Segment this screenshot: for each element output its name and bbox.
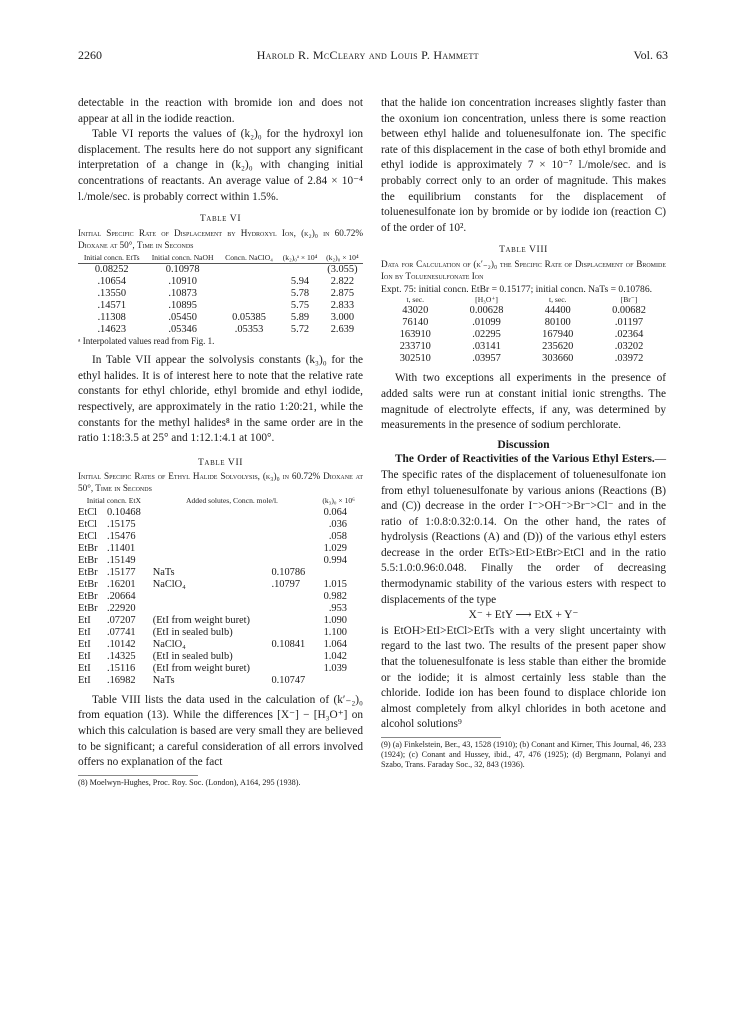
table-cell: .02364 — [614, 329, 644, 341]
column-header: [H₃O⁺] — [475, 294, 498, 304]
table-cell — [314, 567, 363, 579]
table-cell: .20664 — [107, 590, 136, 602]
table-cell — [268, 651, 314, 663]
table-row — [381, 329, 666, 341]
table-cell: 1.090 — [323, 614, 347, 626]
table-cell: 43020 — [402, 305, 429, 317]
table-cell: .10873 — [168, 288, 197, 300]
table-cell — [268, 519, 314, 531]
table-cell: 2.639 — [330, 324, 355, 336]
table-row — [78, 519, 363, 531]
paragraph — [381, 452, 666, 608]
table-vi — [78, 211, 363, 347]
table-cell: 1.064 — [323, 638, 347, 650]
equation: X⁻ + EtY ⟶ EtX + Y⁻ — [468, 609, 579, 622]
footnote-rule — [381, 737, 501, 738]
table-footnote: ᵃ Interpolated values read from Fig. 1. — [78, 336, 215, 347]
table-subtitle: Data for Calculation of (k′₋₂)₀ the Specific Rate of Displacement of Bromide Ion by Toluenesulfonate Ion — [381, 258, 666, 281]
table-cell: 0.08252 — [94, 264, 129, 276]
table-cell: 167940 — [542, 329, 574, 341]
table-cell: .14571 — [97, 300, 127, 312]
table-cell: .10797 — [271, 578, 301, 590]
column-header: Initial concn. NaOH — [151, 252, 214, 262]
footnote-rule — [78, 775, 198, 776]
running-title: Harold R. McCleary and Louis P. Hammett — [256, 48, 479, 62]
table-cell: 0.00628 — [469, 305, 504, 317]
volume-label: Vol. 63 — [633, 48, 668, 62]
table-cell: 0.994 — [323, 554, 347, 566]
table-cell — [150, 543, 269, 555]
table-cell: 235620 — [542, 341, 574, 353]
table-cell: 76140 — [402, 317, 429, 329]
table-cell — [150, 531, 269, 543]
table-cell: .07207 — [107, 614, 136, 626]
table-cell: (EtI from weight buret) — [152, 614, 250, 626]
table-cell — [268, 627, 314, 639]
table-cell: .05450 — [168, 312, 197, 324]
table-cell: .07741 — [107, 626, 136, 638]
table-cell: 0.10747 — [271, 674, 306, 686]
table-cell — [268, 543, 314, 555]
table-cell: 5.78 — [290, 288, 310, 300]
table-cell — [220, 264, 278, 277]
paragraph: With two exceptions all experiments in the presence of added salts were run at constant initial ionic strengths. The magnitude of electrolyte effects, if any, was determined by measurements in the presence of sodium perchlorate. — [381, 372, 666, 432]
table-cell — [268, 555, 314, 567]
table-cell: .01197 — [614, 317, 644, 329]
table-cell — [268, 615, 314, 627]
paragraph: detectable in the reaction with bromide ion and does not appear at all in the iodide reaction. — [78, 97, 363, 125]
paragraph: that the halide ion concentration increases slightly faster than the oxonium ion concentration, unless there is some reaction between ethyl halide and toluenesulfonate ion. The specific rate of this displacement in the case of both ethyl bromide and ethyl iodide is approximately 7 × 10⁻⁷ l./mole/sec. and is probably correct only to an order of magnitude. This makes the equilibrium constants for the displacement of toluenesulfonate ion by bromide or by iodide ion (reaction C) of the order of 10². — [381, 97, 666, 234]
table-cell: EtCl — [78, 530, 98, 542]
table-cell — [150, 591, 269, 603]
table-cell: 5.75 — [290, 300, 310, 312]
table-cell: .14623 — [97, 324, 127, 336]
column-header: [Br⁻] — [620, 294, 638, 304]
table-row — [78, 543, 363, 555]
table-cell: .15175 — [107, 518, 136, 530]
column-header: (k₂)₀ᵃ × 10⁴ — [282, 252, 318, 262]
column-header: t, sec. — [549, 294, 567, 304]
table-cell: .15149 — [107, 554, 136, 566]
paragraph-text: —The specific rates of the displacement of toluenesulfonate ion from ethyl toluenesulfonate by various anions (Reactions (B) and (C)) decrease in the order I⁻>OH⁻>Br⁻>Cl⁻ and in the ratio of 1:0.8:0.32:0.14. On the other hand, the rates of hydrolysis (Reactions (A) and (D)) of the various ethyl esters decrease in the order EtTs>EtI>EtBr>EtCl and in the ratio 5.5:1.0:0.96:0.048. Finally the order of decreasing thermodynamic stability of the various esters with respect to displacements of the type — [381, 453, 666, 606]
table-row — [78, 312, 363, 324]
table-row — [381, 305, 666, 317]
table-row — [381, 353, 666, 365]
table-cell: .02295 — [472, 329, 501, 341]
column-header: Concn. NaClO₄ — [225, 252, 273, 262]
table-cell: .16201 — [107, 578, 136, 590]
table-cell: .11308 — [97, 312, 126, 324]
table-row — [78, 675, 363, 687]
table-cell — [220, 300, 278, 312]
table-cell: 2.833 — [330, 300, 355, 312]
table-cell: NaTs — [152, 566, 175, 578]
table-caption: Table VI — [199, 213, 242, 225]
column-header: t, sec. — [406, 294, 425, 304]
paragraph: is EtOH>EtI>EtCl>EtTs with a very slight uncertainty with regard to the last two. The results of the present paper show that the toluenesulfonate is less stable than either the bromide or the iodide; it is almost certainly less stable than the chloride. Iodide ion has been found to displace chloride ion almost completely from alkyl chlorides in both acetone and alcohol solutions⁹ — [381, 624, 666, 731]
table-cell: 0.982 — [323, 590, 347, 602]
table-cell: 0.00682 — [612, 305, 646, 317]
table-row — [78, 276, 363, 288]
table-row — [78, 507, 363, 519]
table-cell: .03957 — [472, 353, 501, 365]
table-cell — [314, 675, 363, 687]
table-cell: .11401 — [107, 542, 136, 554]
table-row — [78, 651, 363, 663]
table-cell: 80100 — [544, 317, 571, 329]
table-cell: 1.015 — [323, 578, 347, 590]
table-vi-grid — [78, 253, 363, 336]
table-cell: 303660 — [542, 353, 574, 365]
table-cell: .036 — [328, 518, 347, 530]
table-cell: NaClO₄ — [152, 638, 186, 650]
table-cell — [220, 288, 278, 300]
table-cell: 1.029 — [323, 542, 347, 554]
page-header — [78, 48, 668, 63]
table-cell: .058 — [328, 530, 347, 542]
table-cell: .05353 — [234, 324, 264, 336]
table-cell: 2.822 — [330, 276, 355, 288]
table-cell: .10895 — [168, 300, 197, 312]
table-cell: EtI — [78, 614, 91, 626]
table-cell: .01099 — [472, 317, 501, 329]
table-cell — [150, 507, 269, 519]
table-row — [78, 567, 363, 579]
table-cell — [268, 591, 314, 603]
table-cell: .10910 — [168, 276, 197, 288]
table-cell: EtBr — [78, 542, 98, 554]
table-cell: .14325 — [107, 650, 136, 662]
table-row — [78, 627, 363, 639]
table-cell: 44400 — [544, 305, 571, 317]
table-row — [78, 288, 363, 300]
column-header: (k₃)₀ × 10⁶ — [322, 496, 355, 506]
table-cell: .03141 — [472, 341, 501, 353]
table-cell: NaTs — [152, 674, 175, 686]
table-subtitle: Initial Specific Rate of Displacement by Hydroxyl Ion, (k₂)₀ in 60.72% Dioxane at 50°, Time in Seconds — [78, 227, 363, 250]
table-cell — [268, 603, 314, 615]
table-cell: .05346 — [168, 324, 197, 336]
table-cell — [150, 519, 269, 531]
table-row — [78, 555, 363, 567]
table-cell: 5.72 — [290, 324, 310, 336]
table-cell: .15177 — [107, 566, 136, 578]
table-cell — [268, 507, 314, 519]
table-caption: Table VII — [197, 456, 244, 468]
table-cell: .13550 — [97, 288, 127, 300]
table-cell: .10654 — [97, 276, 127, 288]
paragraph: Table VI reports the values of (k₂)₀ for the hydroxyl ion displacement. The results here do not support any significant interpretation of a change in (k₂)₀ with changing initial concentrations of reactants. An average value of 2.84 × 10⁻⁴ l./mole/sec. is probably correct within 1.5%. — [78, 128, 363, 203]
column-header: (k₂)₀ × 10⁴ — [326, 252, 359, 262]
table-cell — [278, 264, 322, 277]
table-cell: 1.100 — [323, 626, 347, 638]
table-cell — [220, 276, 278, 288]
table-row — [78, 591, 363, 603]
table-cell: EtCl — [78, 518, 98, 530]
table-row — [78, 324, 363, 336]
left-column — [78, 96, 363, 788]
table-row — [78, 579, 363, 591]
experiment-note: Expt. 75: initial concn. EtBr = 0.15177; initial concn. NaTs = 0.10786. — [381, 283, 653, 295]
table-viii-grid — [381, 295, 666, 365]
table-vii-grid — [78, 496, 363, 686]
table-row — [381, 317, 666, 329]
right-column — [381, 96, 666, 770]
table-cell: 233710 — [399, 341, 431, 353]
paragraph: Table VIII lists the data used in the calculation of (k′₋₂)₀ from equation (13). While the differences [X⁻] − [H₃O⁺] on which this calculation is based are very small they are believed to be significant; a careful consideration of all errors involved offers no explanation of the fact — [78, 693, 363, 769]
table-cell: 5.89 — [290, 312, 310, 324]
section-heading: Discussion — [497, 437, 550, 451]
page-number: 2260 — [78, 48, 102, 62]
table-cell: .10142 — [107, 638, 136, 650]
table-cell: EtI — [78, 638, 91, 650]
table-cell: 0.10841 — [271, 638, 306, 650]
table-cell — [268, 531, 314, 543]
table-caption: Table VIII — [499, 244, 548, 256]
table-cell: EtBr — [78, 578, 98, 590]
table-row — [78, 264, 363, 277]
table-cell: 0.05385 — [232, 312, 266, 324]
table-cell: 1.042 — [323, 650, 347, 662]
table-cell: .03202 — [614, 341, 644, 353]
table-cell: .22920 — [107, 602, 136, 614]
footnote: (9) (a) Finkelstein, Ber., 43, 1528 (1910); (b) Conant and Kirner, This Journal, 46, 233 (1924); (c) Conant and Hussey, ibid., 47, 476 (1925); (d) Bergmann, Polanyi and Szabo, Trans. Faraday Soc., 32, 843 (1936). — [381, 740, 666, 769]
table-cell: EtI — [78, 626, 91, 638]
table-row — [381, 341, 666, 353]
table-row — [78, 603, 363, 615]
table-cell: 0.10786 — [271, 566, 306, 578]
table-cell: EtI — [78, 650, 91, 662]
table-cell: EtI — [78, 674, 91, 686]
table-cell: (EtI in sealed bulb) — [152, 650, 233, 662]
table-row — [78, 639, 363, 651]
table-cell: .15476 — [107, 530, 136, 542]
table-cell: NaClO₄ — [152, 578, 186, 590]
column-header: Initial concn. EtTs — [83, 252, 140, 262]
table-cell: 2.875 — [330, 288, 355, 300]
table-row — [78, 615, 363, 627]
table-cell — [268, 663, 314, 675]
column-header: Added solutes, Concn. mole/l. — [186, 496, 278, 506]
table-vii — [78, 455, 363, 687]
paragraph: In Table VII appear the solvolysis constants (k₃)₀ for the ethyl halides. It is of interest here to note that the relative rate constants for ethyl chloride, ethyl bromide and ethyl iodide, respectively, are approximately in the ratio 1:20:21, while the constants for the methyl halides⁸ in the same order are in the ratio 1:18:3.5 at 25° and 1:12.1:4.1 at 100°. — [78, 354, 363, 445]
table-cell: EtBr — [78, 566, 98, 578]
table-cell: 1.039 — [323, 662, 347, 674]
table-cell: 5.94 — [290, 276, 310, 288]
table-cell: EtI — [78, 662, 91, 674]
table-cell: 163910 — [399, 329, 431, 341]
table-cell: 0.064 — [323, 506, 347, 518]
table-cell: (3.055) — [327, 264, 358, 276]
table-cell: 0.10468 — [107, 506, 141, 518]
table-cell: .953 — [328, 602, 347, 614]
table-cell — [150, 603, 269, 615]
table-cell: EtBr — [78, 590, 98, 602]
table-cell: EtBr — [78, 554, 98, 566]
table-row — [78, 300, 363, 312]
footnote: (8) Moelwyn-Hughes, Proc. Roy. Soc. (London), A164, 295 (1938). — [78, 777, 301, 787]
run-in-heading: The Order of Reactivities of the Various Ethyl Esters. — [395, 453, 655, 466]
table-cell: 0.10978 — [165, 264, 200, 276]
table-cell: .15116 — [107, 662, 136, 674]
table-cell: EtCl — [78, 506, 98, 518]
table-cell: (EtI in sealed bulb) — [152, 626, 233, 638]
table-cell: .16982 — [107, 674, 136, 686]
table-cell: (EtI from weight buret) — [152, 662, 250, 674]
column-header: Initial concn. EtX — [86, 496, 141, 506]
table-cell: 3.000 — [330, 312, 355, 324]
table-cell — [150, 555, 269, 567]
table-row — [78, 531, 363, 543]
table-viii — [381, 242, 666, 365]
table-cell: EtBr — [78, 602, 98, 614]
table-cell: 302510 — [399, 353, 431, 365]
table-row — [78, 663, 363, 675]
table-cell: .03972 — [614, 353, 644, 365]
table-subtitle: Initial Specific Rates of Ethyl Halide Solvolysis, (k₃)₀ in 60.72% Dioxane at 50°, Time in Seconds — [78, 471, 363, 494]
